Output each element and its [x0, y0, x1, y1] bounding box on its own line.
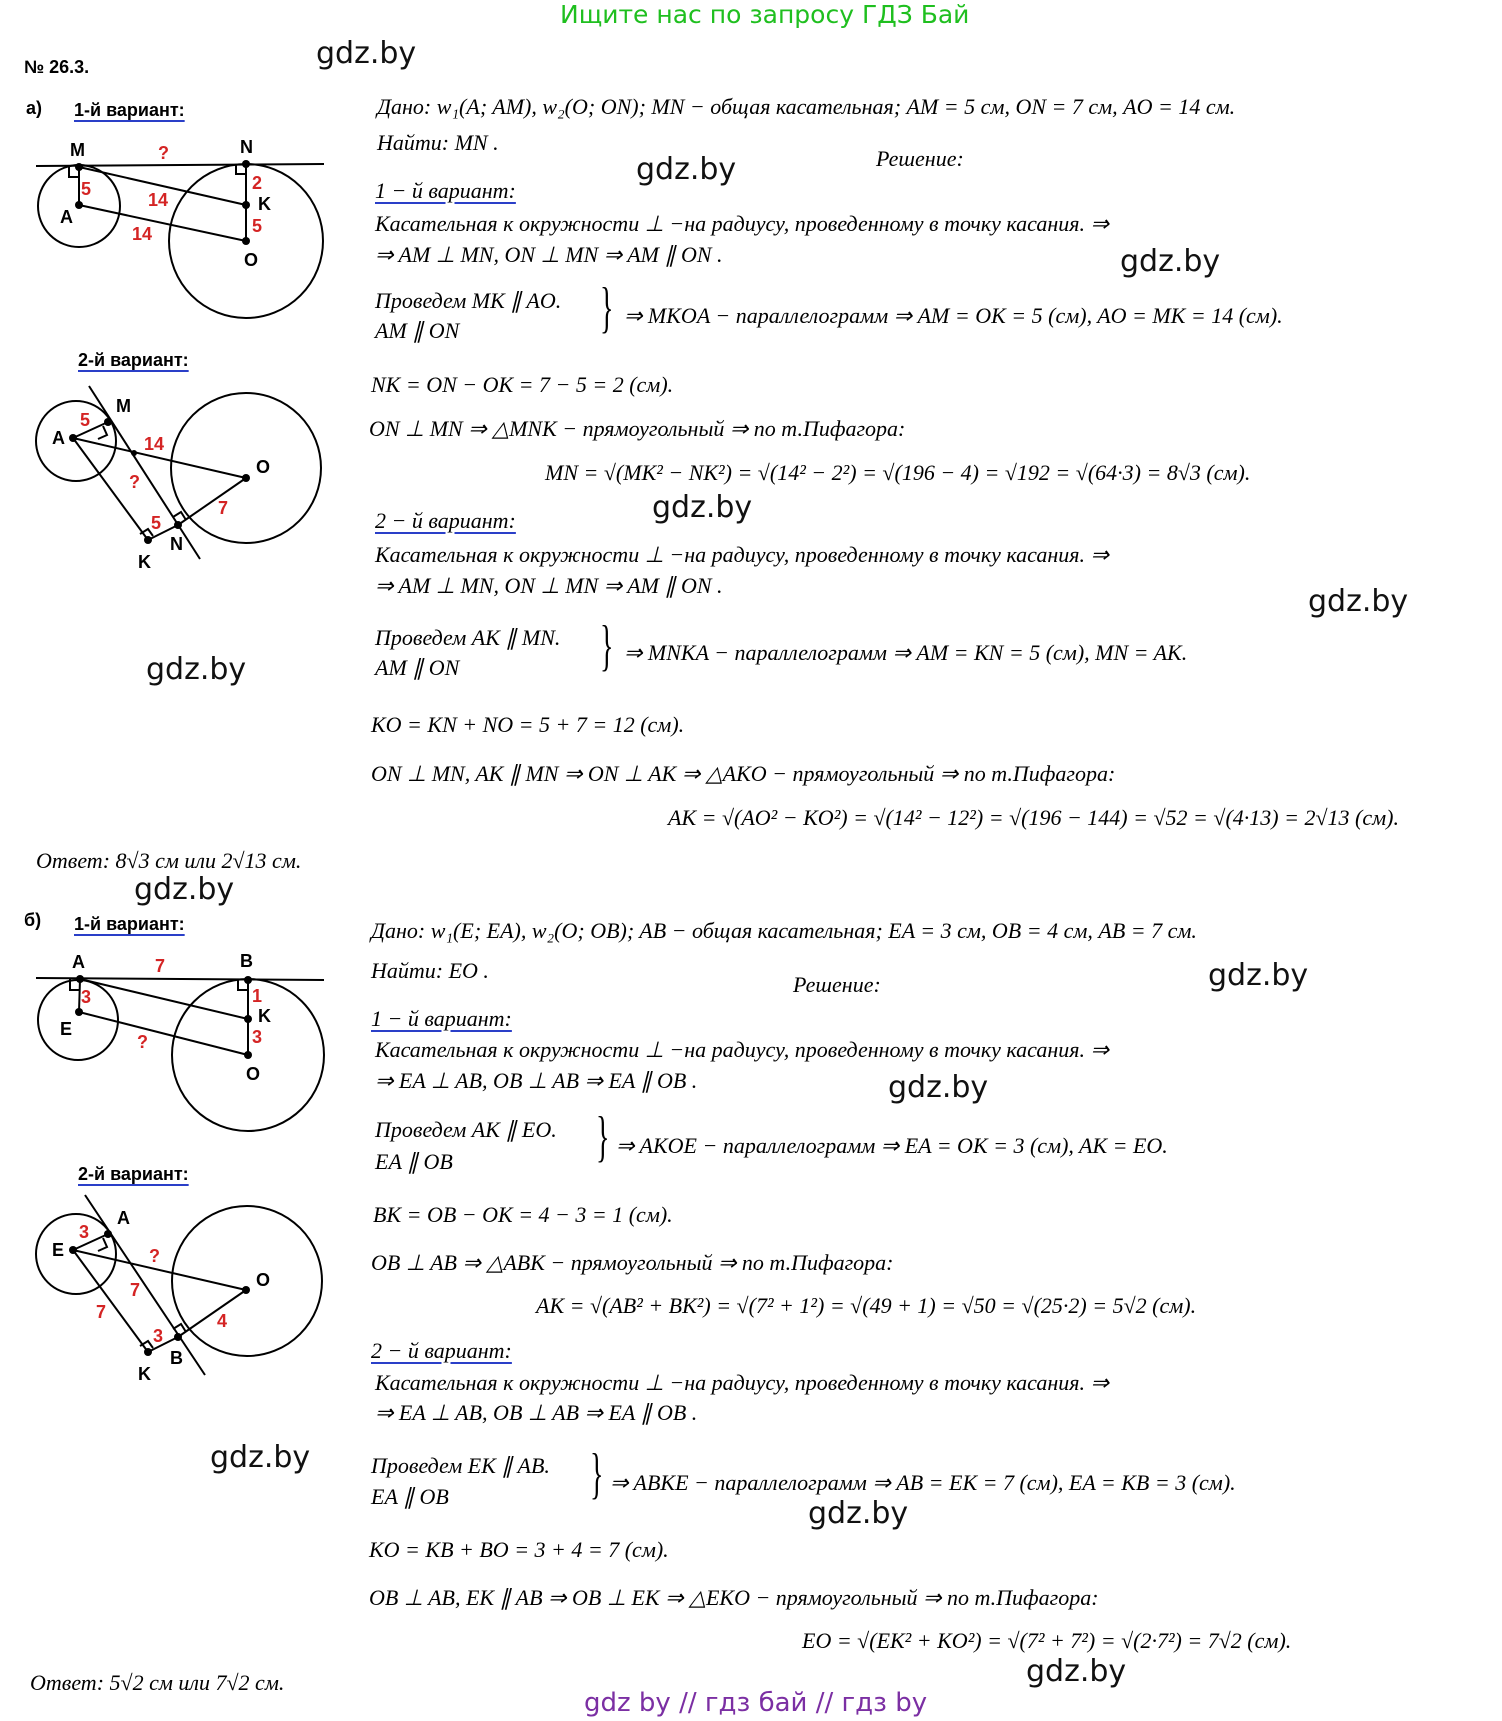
unknown-mark: ? [149, 1246, 160, 1266]
b-v1-calculation: AK = √(AB² + BK²) = √(7² + 1²) = √(49 + 1) = √50 = √(25·2) = 5√2 (см). [536, 1293, 1197, 1318]
point-label-a: A [52, 428, 65, 448]
brace: } [590, 1443, 604, 1505]
watermark: gdz.by [1208, 958, 1309, 993]
b-variant2-title: 2-й вариант: [78, 1164, 189, 1184]
b-v2-ko: KO = KB + BO = 3 + 4 = 7 (см). [369, 1537, 669, 1562]
b-v2-line1: Касательная к окружности ⊥ −на радиусу, проведенному в точку касания. ⇒ [375, 1370, 1109, 1395]
point-label-o: O [256, 457, 271, 477]
point-label-e: E [52, 1240, 65, 1260]
search-banner[interactable]: Ищите нас по запросу ГДЗ Бай [560, 0, 970, 29]
point-label-a: A [60, 207, 73, 227]
b-v2-line2: ⇒ EA ⊥ AB, OB ⊥ AB ⇒ EA ∥ OB . [375, 1400, 698, 1425]
watermark: gdz.by [808, 1496, 909, 1531]
b-v1-parallelogram: ⇒ AKOE − параллелограмм ⇒ EA = OK = 3 (см), AK = EO. [616, 1133, 1168, 1158]
a-variant1-title: 1-й вариант: [74, 100, 185, 120]
length-label: 5 [80, 410, 91, 430]
point-label-n: N [170, 534, 183, 554]
length-label: 3 [153, 1326, 164, 1346]
watermark: gdz.by [1120, 244, 1221, 279]
length-label: 7 [218, 498, 229, 518]
a-solution-heading: Решение: [876, 146, 964, 171]
point-label-k: K [138, 1364, 151, 1384]
a-given: Дано: w₁(A; AM), w₂(O; ON); MN − общая касательная; AM = 5 см, ON = 7 см, AO = 14 см. [377, 94, 1236, 119]
length-label: 14 [144, 434, 165, 454]
b-v2-pythagoras: OB ⊥ AB, EK ∥ AB ⇒ OB ⊥ EK ⇒ △EKO − прямоугольный ⇒ по т.Пифагора: [369, 1585, 1099, 1610]
length-label: 4 [217, 1311, 228, 1331]
b-variant1-heading: 1 − й вариант: [371, 1006, 512, 1031]
b-variant2-heading: 2 − й вариант: [371, 1338, 512, 1363]
a-v1-line1: Касательная к окружности ⊥ −на радиусу, проведенному в точку касания. ⇒ [375, 211, 1109, 236]
part-b-label: б) [24, 910, 42, 930]
length-label: 5 [151, 513, 162, 533]
point-label-n: N [240, 137, 253, 157]
point-label-k: K [258, 194, 271, 214]
a-v2-line1: Касательная к окружности ⊥ −на радиусу, проведенному в точку касания. ⇒ [375, 542, 1109, 567]
footer-links[interactable]: gdz by // гдз бай // гдз by [584, 1688, 928, 1718]
problem-number: № 26.3. [24, 57, 90, 77]
point-label-a: A [72, 952, 85, 972]
point-label-o: O [244, 250, 259, 270]
length-label: 14 [132, 224, 153, 244]
a-variant2-title: 2-й вариант: [78, 350, 189, 370]
a-v2-construct-2: AM ∥ ON [375, 655, 460, 680]
point-label-m: M [116, 396, 131, 416]
length-label: 7 [96, 1302, 107, 1322]
part-a-label: а) [26, 98, 43, 118]
point-label-e: E [60, 1019, 73, 1039]
watermark: gdz.by [1308, 584, 1409, 619]
brace: } [600, 277, 614, 339]
b-variant1-title: 1-й вариант: [74, 914, 185, 934]
a-v1-line2: ⇒ AM ⊥ MN, ON ⊥ MN ⇒ AM ∥ ON . [375, 242, 723, 267]
length-label: 3 [79, 1222, 90, 1242]
b-given: Дано: w₁(E; EA), w₂(O; OB); AB − общая касательная; EA = 3 см, OB = 4 см, AB = 7 см. [371, 918, 1197, 943]
unknown-mark: ? [158, 143, 169, 163]
watermark: gdz.by [636, 152, 737, 187]
a-v2-ko: KO = KN + NO = 5 + 7 = 12 (см). [371, 712, 685, 737]
a-v1-construct-1: Проведем MK ∥ AO. [375, 288, 562, 313]
watermark: gdz.by [888, 1070, 989, 1105]
b-solution-heading: Решение: [793, 972, 881, 997]
a-v2-construct-1: Проведем AK ∥ MN. [375, 625, 561, 650]
a-v1-pythagoras: ON ⊥ MN ⇒ △MNK − прямоугольный ⇒ по т.Пифагора: [369, 416, 906, 441]
watermark: gdz.by [146, 652, 247, 687]
point-label-o: O [256, 1270, 271, 1290]
point-label-a: A [117, 1208, 130, 1228]
b-answer: Ответ: 5√2 см или 7√2 см. [30, 1670, 285, 1695]
b-v2-construct-1: Проведем EK ∥ AB. [371, 1453, 550, 1478]
b-v1-bk: BK = OB − OK = 4 − 3 = 1 (см). [373, 1202, 673, 1227]
watermark: gdz.by [1026, 1654, 1127, 1689]
length-label: 14 [148, 190, 169, 210]
a-v1-nk: NK = ON − OK = 7 − 5 = 2 (см). [371, 372, 674, 397]
b-v2-parallelogram: ⇒ ABKE − параллелограмм ⇒ AB = EK = 7 (см), EA = KB = 3 (см). [610, 1470, 1236, 1495]
b-variant2-figure [0, 0, 340, 1420]
watermark: gdz.by [316, 36, 417, 71]
point-label-k: K [138, 552, 151, 572]
a-v1-parallelogram: ⇒ MKOA − параллелограмм ⇒ AM = OK = 5 (см), AO = MK = 14 (см). [624, 303, 1283, 328]
point-label-o: O [246, 1064, 261, 1084]
a-variant1-heading: 1 − й вариант: [375, 178, 516, 203]
length-label: 7 [155, 956, 166, 976]
a-v2-parallelogram: ⇒ MNKA − параллелограмм ⇒ AM = KN = 5 (см), MN = AK. [624, 640, 1188, 665]
unknown-mark: ? [137, 1032, 148, 1052]
length-label: 3 [252, 1027, 263, 1047]
point-label-b: B [170, 1348, 183, 1368]
unknown-mark: ? [129, 472, 140, 492]
a-variant2-heading: 2 − й вариант: [375, 508, 516, 533]
a-v1-construct-2: AM ∥ ON [375, 318, 460, 343]
b-v1-construct-1: Проведем AK ∥ EO. [375, 1117, 557, 1142]
point-label-k: K [258, 1006, 271, 1026]
brace: } [600, 615, 614, 677]
b-v1-line1: Касательная к окружности ⊥ −на радиусу, проведенному в точку касания. ⇒ [375, 1037, 1109, 1062]
a-find: Найти: MN . [377, 130, 499, 155]
a-v2-calculation: AK = √(AO² − KO²) = √(14² − 12²) = √(196 − 144) = √52 = √(4·13) = 2√13 (см). [668, 805, 1400, 830]
b-v1-construct-2: EA ∥ OB [375, 1149, 453, 1174]
a-v2-line2: ⇒ AM ⊥ MN, ON ⊥ MN ⇒ AM ∥ ON . [375, 573, 723, 598]
a-answer: Ответ: 8√3 см или 2√13 см. [36, 848, 302, 873]
a-v1-calculation: MN = √(MK² − NK²) = √(14² − 2²) = √(196 − 4) = √192 = √(64·3) = 8√3 (см). [545, 460, 1251, 485]
watermark: gdz.by [134, 872, 235, 907]
watermark: gdz.by [652, 490, 753, 525]
b-v2-calculation: EO = √(EK² + KO²) = √(7² + 7²) = √(2·7²) = 7√2 (см). [802, 1628, 1292, 1653]
b-v1-pythagoras: OB ⊥ AB ⇒ △ABK − прямоугольный ⇒ по т.Пифагора: [371, 1250, 894, 1275]
a-v2-pythagoras: ON ⊥ MN, AK ∥ MN ⇒ ON ⊥ AK ⇒ △AKO − прямоугольный ⇒ по т.Пифагора: [371, 761, 1116, 786]
length-label: 1 [252, 986, 263, 1006]
point-label-b: B [240, 951, 253, 971]
b-v2-construct-2: EA ∥ OB [371, 1484, 449, 1509]
length-label: 3 [81, 987, 92, 1007]
watermark: gdz.by [210, 1440, 311, 1475]
brace: } [596, 1106, 610, 1168]
b-v1-line2: ⇒ EA ⊥ AB, OB ⊥ AB ⇒ EA ∥ OB . [375, 1068, 698, 1093]
point-label-m: M [70, 140, 85, 160]
length-label: 5 [252, 216, 263, 236]
length-label: 7 [130, 1280, 141, 1300]
length-label: 2 [252, 173, 263, 193]
length-label: 5 [81, 179, 92, 199]
b-find: Найти: EO . [371, 958, 489, 983]
